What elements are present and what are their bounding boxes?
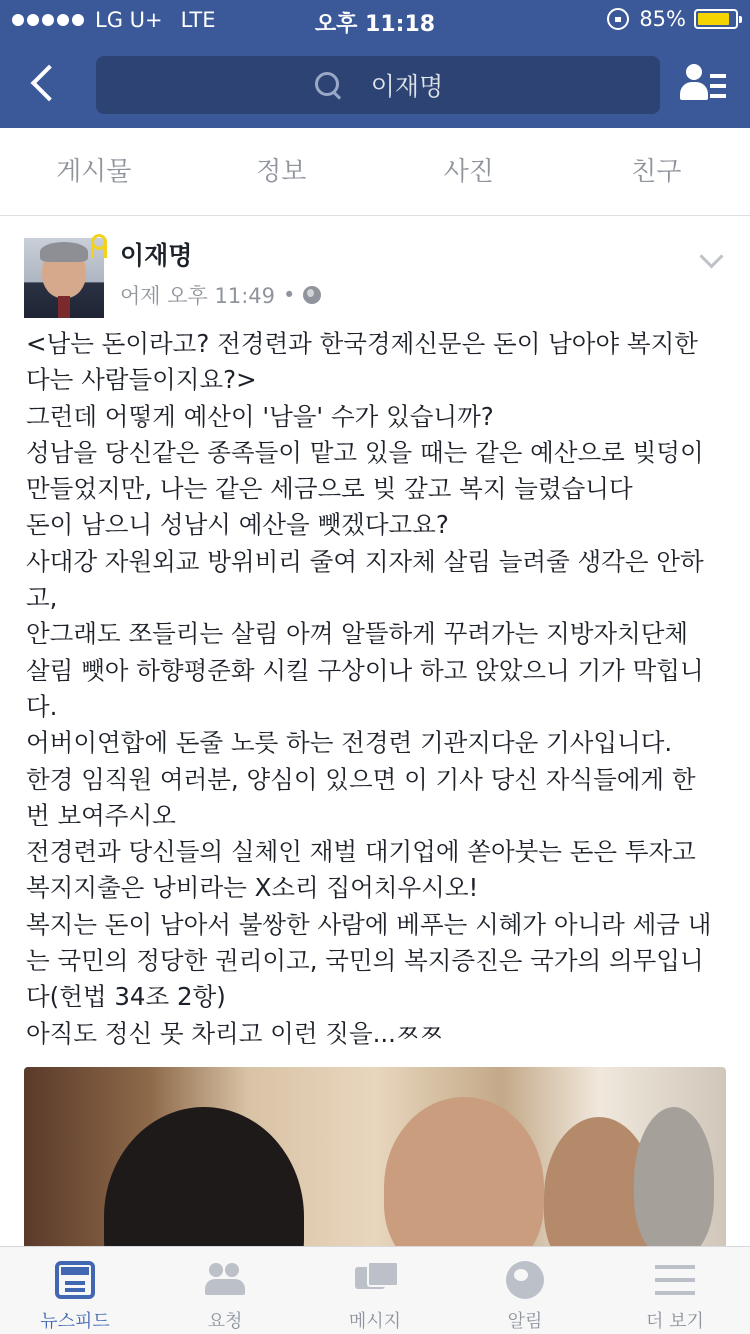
post-text-line: 그런데 어떻게 예산이 '남을' 수가 있습니까? — [26, 401, 494, 431]
rotation-lock-icon — [607, 8, 629, 30]
battery-percent: 85% — [639, 7, 686, 31]
search-query: 이재명 — [370, 72, 444, 101]
meta-separator: • — [283, 283, 296, 307]
yellow-ribbon-icon — [88, 234, 104, 258]
network-type: LTE — [180, 8, 216, 32]
more-menu-icon — [655, 1261, 695, 1299]
tab-label: 알림 — [507, 1311, 543, 1332]
photo-figure — [104, 1107, 304, 1246]
friend-requests-icon — [205, 1261, 245, 1299]
post-text-line: 다. — [26, 691, 58, 721]
post-timestamp[interactable]: 어제 오후 11:49 — [120, 284, 276, 308]
avatar-tie — [58, 296, 70, 318]
tab-label: 요청 — [207, 1311, 243, 1332]
post-text-line: 성남을 당신같은 종족들이 맡고 있을 때는 같은 예산으로 빚덩이 — [26, 437, 704, 467]
post-text-line: 는 국민의 정당한 권리이고, 국민의 복지증진은 국가의 의무입니 — [26, 946, 704, 976]
profile-tabs — [0, 128, 750, 216]
post-text-line: 복지는 돈이 남아서 불쌍한 사람에 베푸는 시혜가 아니라 세금 내 — [26, 909, 712, 939]
post-photo[interactable] — [24, 1067, 726, 1246]
back-button[interactable] — [22, 60, 66, 110]
clock: 오후 11:18 — [314, 12, 436, 37]
post-text — [26, 326, 726, 1052]
tab-messages[interactable] — [300, 1247, 450, 1334]
tab-about[interactable]: 정보 — [256, 157, 307, 187]
tab-notifications[interactable] — [450, 1247, 600, 1334]
tab-more[interactable] — [600, 1247, 750, 1334]
tab-requests[interactable] — [150, 1247, 300, 1334]
menu-line — [710, 74, 726, 78]
profile-menu-icon — [686, 64, 702, 80]
post-text-line: 다(헌법 34조 2항) — [26, 982, 226, 1012]
post-text-line: <남는 돈이라고? 전경련과 한국경제신문은 돈이 남아야 복지한 — [26, 329, 698, 358]
messages-icon — [355, 1261, 395, 1299]
post-text-line: 돈이 남으니 성남시 예산을 뺏겠다고요? — [26, 510, 449, 540]
post-author[interactable]: 이재명 — [120, 241, 193, 270]
battery-icon — [694, 9, 738, 29]
news-feed-icon — [55, 1261, 95, 1299]
post-text-line: 번 보여주시오 — [26, 800, 176, 830]
search-input[interactable] — [96, 56, 660, 114]
post-text-line: 고, — [26, 583, 58, 613]
post-text-line: 사대강 자원외교 방위비리 줄여 지자체 살림 늘려줄 생각은 안하 — [26, 546, 704, 576]
search-icon — [313, 70, 343, 100]
tab-label: 뉴스피드 — [40, 1311, 110, 1332]
status-bar — [0, 0, 750, 40]
tab-label: 더 보기 — [646, 1311, 704, 1332]
post-text-line: 다는 사람들이지요?> — [26, 365, 257, 395]
photo-figure — [634, 1107, 714, 1246]
post-meta — [120, 280, 321, 310]
carrier-name: LG U+ — [95, 8, 163, 32]
tab-friends[interactable]: 친구 — [631, 157, 682, 187]
tab-photos[interactable]: 사진 — [443, 157, 494, 187]
post-text-line: 전경련과 당신들의 실체인 재벌 대기업에 쏟아붓는 돈은 투자고 — [26, 837, 696, 867]
tab-label: 메시지 — [348, 1311, 402, 1332]
profile-menu-icon-body — [680, 82, 708, 100]
menu-line — [710, 84, 726, 88]
battery-info — [607, 7, 738, 31]
post-text-line: 어버이연합에 돈줄 노릇 하는 전경련 기관지다운 기사입니다. — [26, 728, 673, 758]
feed-post — [0, 216, 750, 1246]
globe-icon — [303, 286, 321, 304]
notifications-globe-icon — [506, 1261, 544, 1299]
menu-line — [710, 94, 726, 98]
post-options-button[interactable] — [696, 246, 724, 274]
post-text-line: 안그래도 쪼들리는 살림 아껴 알뜰하게 꾸려가는 지방자치단체 — [26, 619, 689, 649]
tab-posts[interactable]: 게시물 — [56, 157, 132, 187]
post-text-line: 복지지출은 낭비라는 X소리 집어치우시오! — [26, 873, 479, 903]
post-text-line: 만들었지만, 나는 같은 세금으로 빚 갚고 복지 늘렸습니다 — [26, 474, 633, 504]
tab-news-feed[interactable] — [0, 1247, 150, 1334]
post-text-line: 한경 임직원 여러분, 양심이 있으면 이 기사 당신 자식들에게 한 — [26, 764, 696, 794]
post-text-line: 살림 뺏아 하향평준화 시킬 구상이나 하고 앉았으니 기가 막힙니 — [26, 655, 704, 685]
app-header — [0, 0, 750, 128]
photo-figure — [384, 1097, 544, 1246]
profile-menu-button[interactable] — [678, 62, 728, 106]
bottom-tab-bar — [0, 1246, 750, 1334]
battery-level — [698, 13, 729, 25]
avatar-hair — [40, 242, 88, 262]
post-text-line: 아직도 정신 못 차리고 이런 짓을...ㅉㅉ — [26, 1018, 444, 1048]
